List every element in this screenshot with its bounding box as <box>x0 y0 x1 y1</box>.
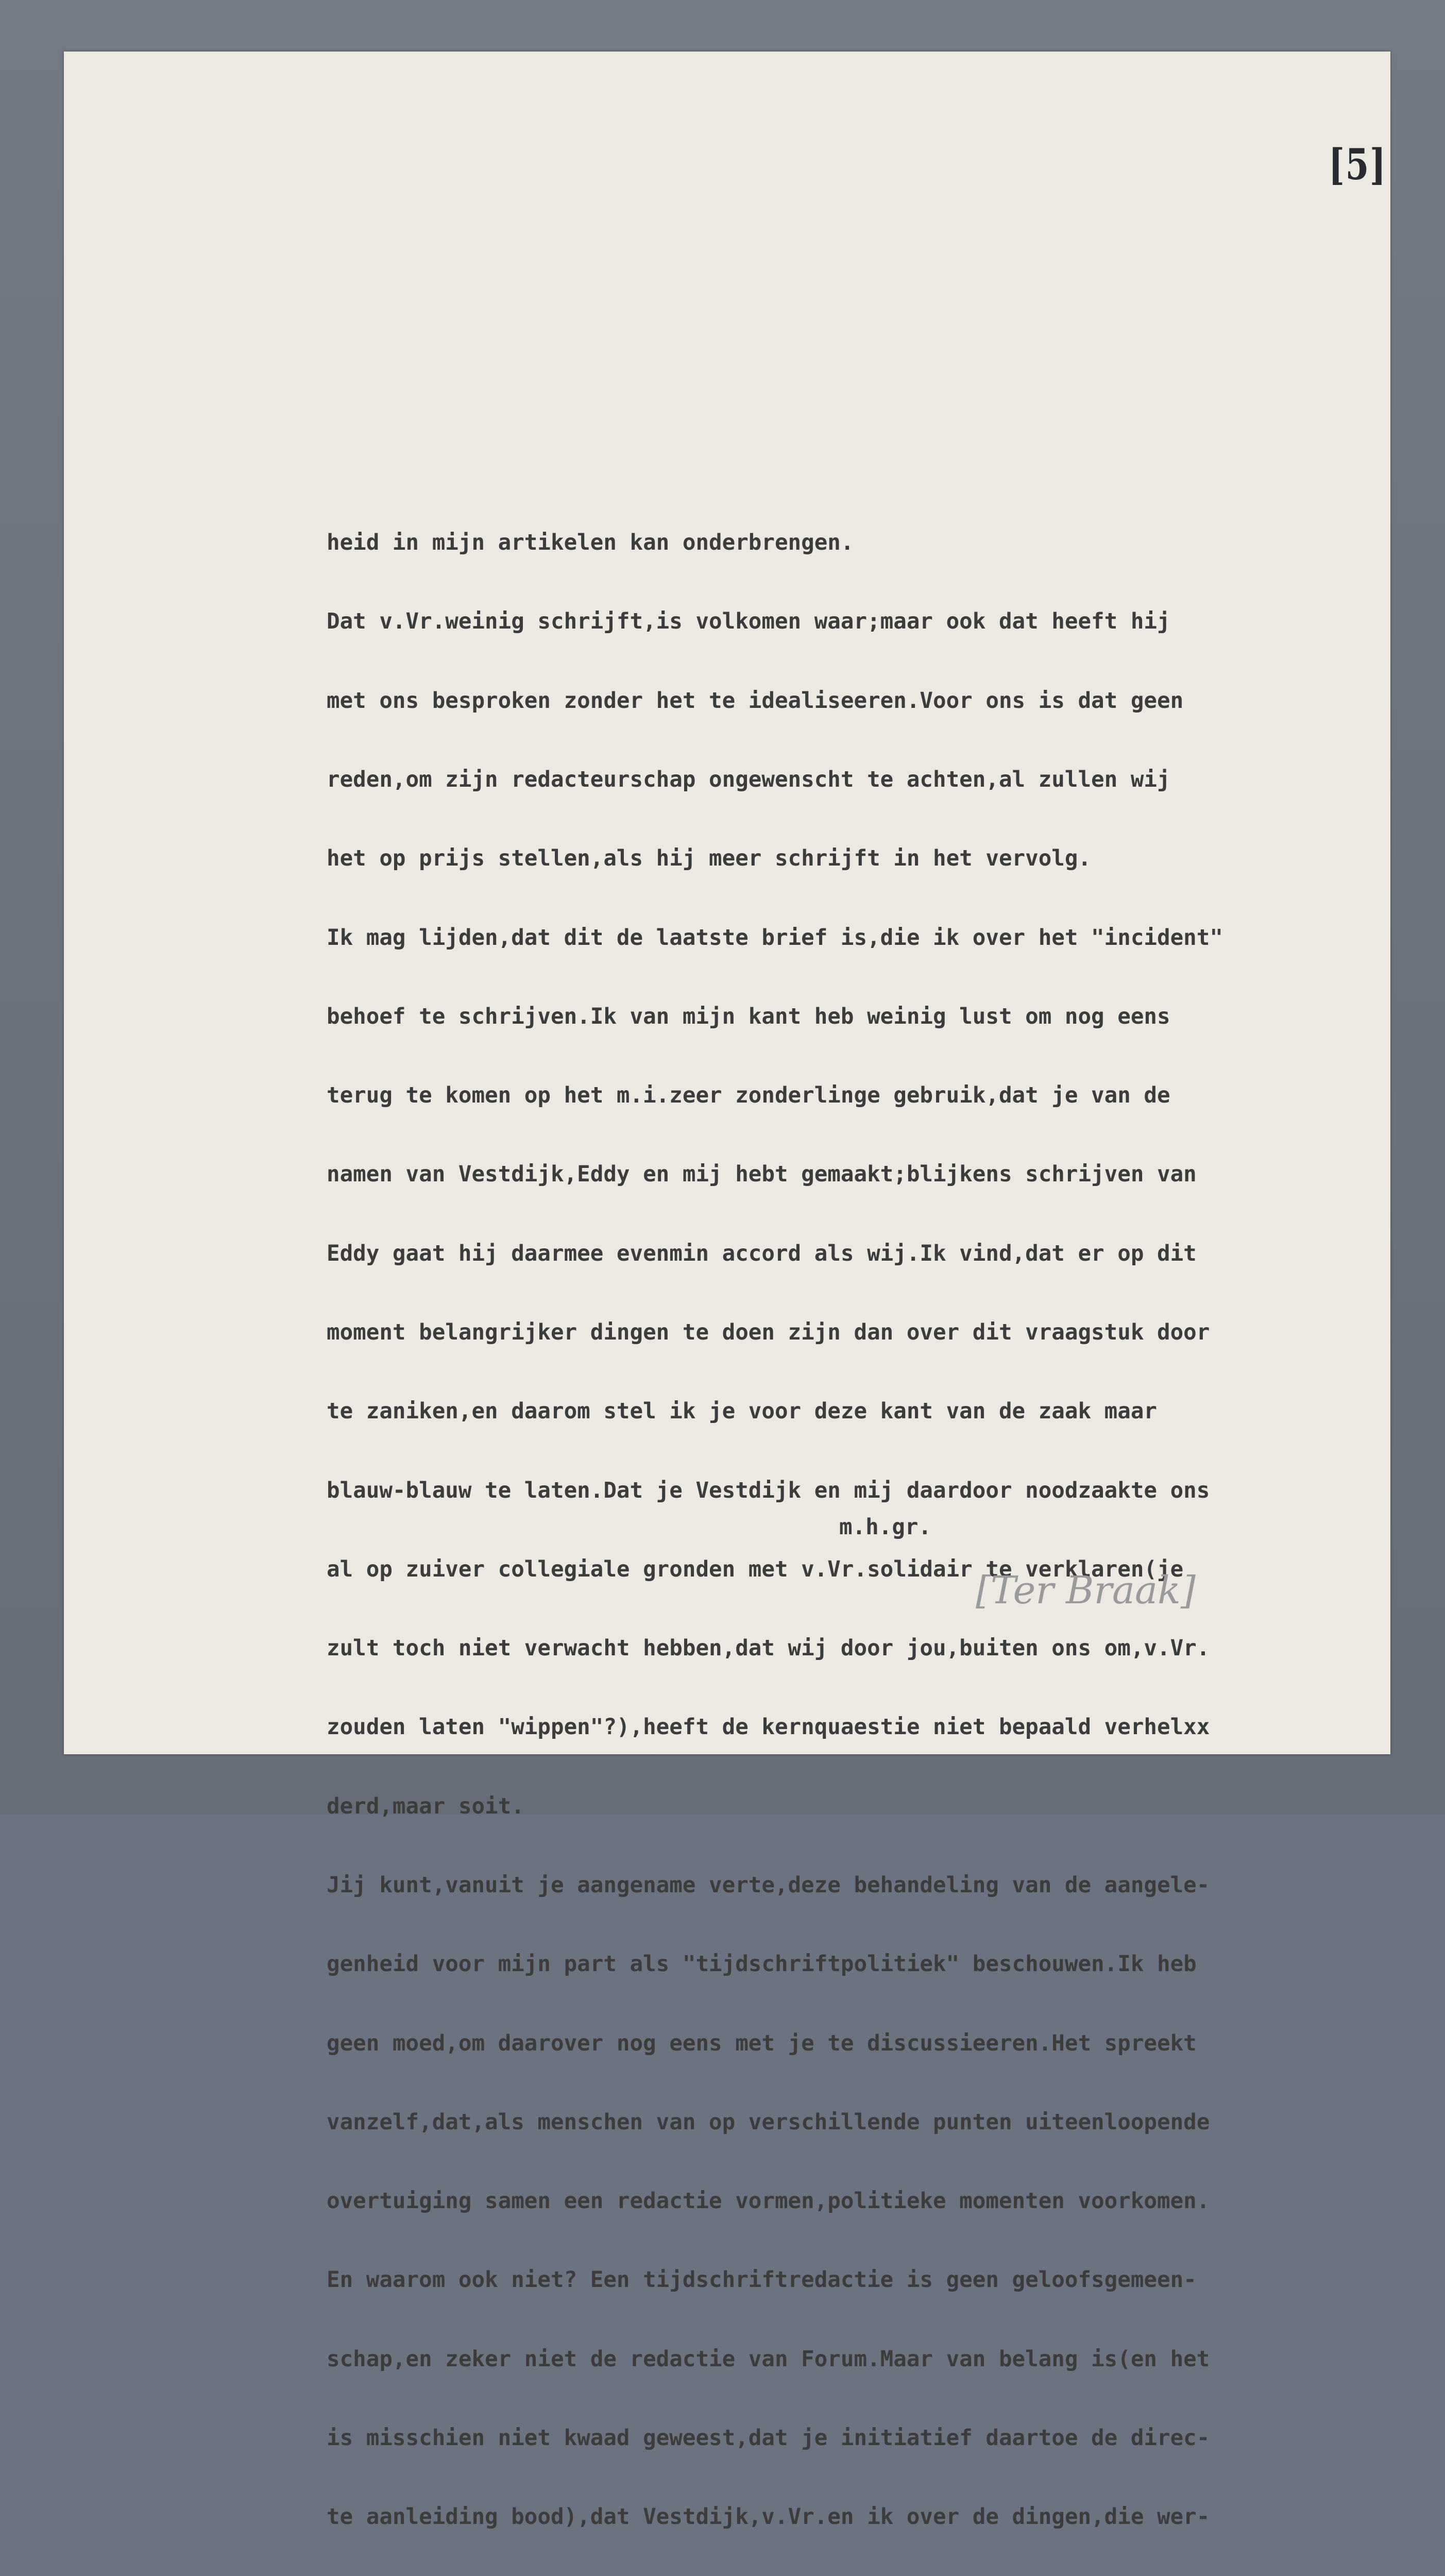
letter-line: namen van Vestdijk,Eddy en mij hebt gemaakt;blijkens schrijven van <box>327 1162 1197 1188</box>
letter-line: derd,maar soit. <box>327 1793 524 1819</box>
closing-salutation: m.h.gr. <box>839 1515 932 1540</box>
letter-line: schap,en zeker niet de redactie van Forum.Maar van belang is(en het <box>327 2346 1210 2372</box>
letter-line: te aanleiding bood),dat Vestdijk,v.Vr.en ik over de dingen,die wer- <box>327 2504 1210 2530</box>
letter-line: het op prijs stellen,als hij meer schrijft in het vervolg. <box>327 846 1092 872</box>
letter-line: moment belangrijker dingen te doen zijn dan over dit vraagstuk door <box>327 1320 1210 1345</box>
letter-line: Ik mag lijden,dat dit de laatste brief is,die ik over het "incident" <box>327 925 1223 951</box>
letter-line: Dat v.Vr.weinig schrijft,is volkomen waar;maar ook dat heeft hij <box>327 609 1170 635</box>
handwritten-signature: [Ter Braak] <box>976 1568 1196 1613</box>
letter-line: zouden laten "wippen"?),heeft de kernquaestie niet bepaald verhelxx <box>327 1715 1210 1740</box>
letter-line: met ons besproken zonder het te idealiseeren.Voor ons is dat geen <box>327 688 1184 714</box>
letter-line: behoef te schrijven.Ik van mijn kant heb weinig lust om nog eens <box>327 1004 1170 1029</box>
letter-line: genheid voor mijn part als "tijdschriftpolitiek" beschouwen.Ik heb <box>327 1952 1197 1977</box>
letter-line: heid in mijn artikelen kan onderbrengen. <box>327 530 854 556</box>
letter-line: overtuiging samen een redactie vormen,politieke momenten voorkomen. <box>327 2189 1210 2214</box>
letter-line: blauw-blauw te laten.Dat je Vestdijk en mij daardoor noodzaakte ons <box>327 1478 1210 1503</box>
letter-line: Jij kunt,vanuit je aangename verte,deze behandeling van de aangele- <box>327 1872 1210 1898</box>
letter-page <box>64 52 1390 2530</box>
letter-line: Eddy gaat hij daarmee evenmin accord als wij.Ik vind,dat er op dit <box>327 1241 1197 1266</box>
letter-line: is misschien niet kwaad geweest,dat je initiatief daartoe de direc- <box>327 2425 1210 2451</box>
page-number: [5] <box>1329 140 1387 190</box>
letter-line: vanzelf,dat,als menschen van op verschillende punten uiteenloopende <box>327 2109 1210 2135</box>
letter-line: al op zuiver collegiale gronden met v.Vr.solidair te verklaren(je <box>327 1556 1184 1582</box>
letter-line: reden,om zijn redacteurschap ongewenscht te achten,al zullen wij <box>327 767 1170 793</box>
letter-line: En waarom ook niet? Een tijdschriftredactie is geen geloofsgemeen- <box>327 2267 1197 2293</box>
letter-line: geen moed,om daarover nog eens met je te discussieeren.Het spreekt <box>327 2030 1197 2056</box>
letter-line: terug te komen op het m.i.zeer zonderlinge gebruik,dat je van de <box>327 1083 1170 1109</box>
letter-line: zult toch niet verwacht hebben,dat wij door jou,buiten ons om,v.Vr. <box>327 1636 1210 1662</box>
letter-line: te zaniken,en daarom stel ik je voor deze kant van de zaak maar <box>327 1399 1157 1425</box>
